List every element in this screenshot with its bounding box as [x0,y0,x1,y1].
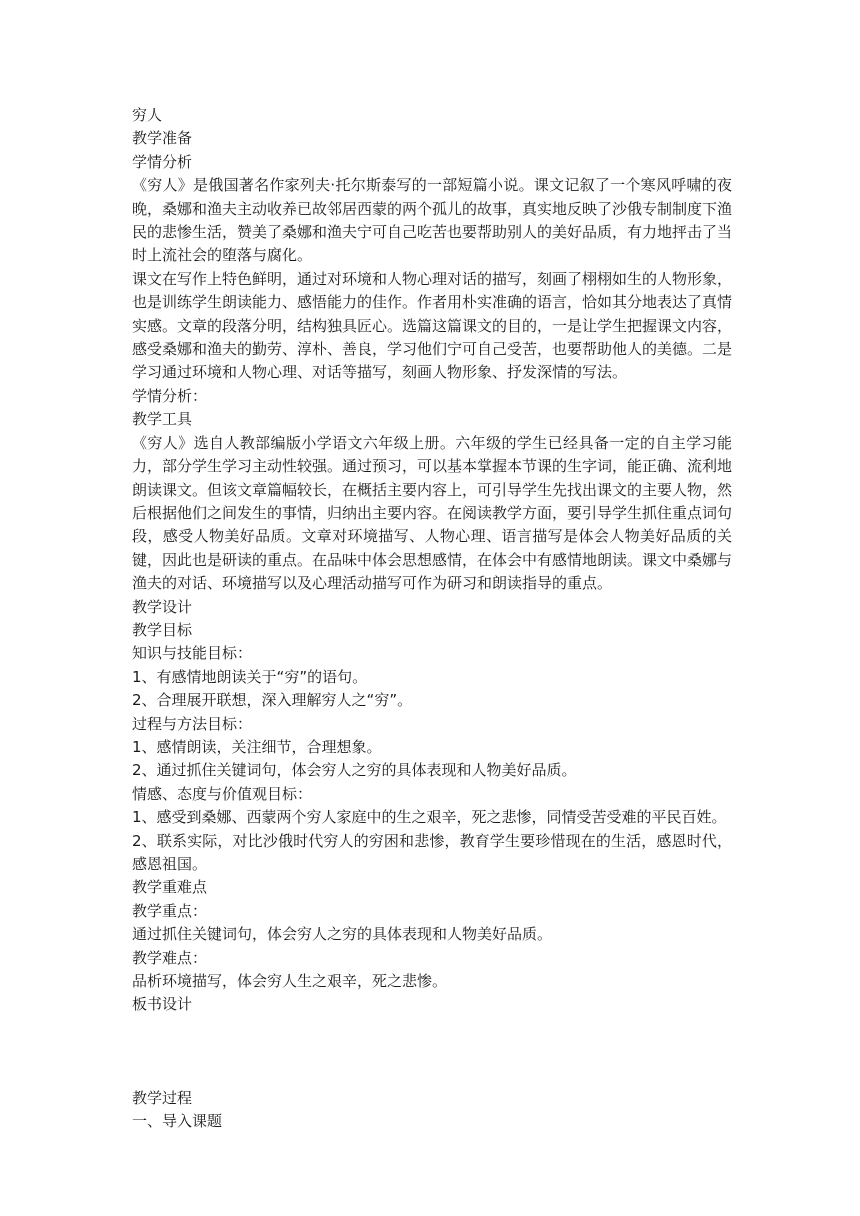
heading-process-goals: 过程与方法目标： [132,714,253,733]
heading-learning-analysis: 学情分析 [132,152,193,171]
paragraph-intro: 《穷人》是俄国著名作家列夫·托尔斯泰写的一部短篇小说。课文记叙了一个寒风呼啸的夜晚，桑娜和渔夫主动收养已故邻居西蒙的两个孤儿的故事，真实地反映了沙俄专制制度下渔民的悲惨生活，赞美了桑娜和渔夫宁可自己吃苦也要帮助别人的美好品质，有力地抨击了当时上流社会的堕落与腐化。 [132,176,733,265]
knowledge-goal-2: 2、合理展开联想，深入理解穷人之“穷”。 [132,691,413,710]
emotion-goal-1: 1、感受到桑娜、西蒙两个穷人家庭中的生之艰辛，死之悲惨，同情受苦受难的平民百姓。 [132,808,727,827]
heading-teaching-design: 教学设计 [132,597,193,616]
heading-key-point: 教学重点： [132,901,208,920]
heading-key-difficult: 教学重难点 [132,878,208,897]
heading-learning-analysis-2: 学情分析： [132,386,208,405]
heading-teaching-process: 教学过程 [132,1088,193,1107]
process-goal-1: 1、感情朗读，关注细节，合理想象。 [132,737,382,756]
heading-difficult-point: 教学难点： [132,948,208,967]
heading-teaching-goals: 教学目标 [132,620,193,639]
document-page [132,104,732,1134]
step-1-intro: 一、导入课题 [132,1112,223,1131]
key-point-text: 通过抓住关键词句，体会穷人之穷的具体表现和人物美好品质。 [132,925,553,944]
paragraph-writing-features: 课文在写作上特色鲜明，通过对环境和人物心理对话的描写，刻画了栩栩如生的人物形象，也是训练学生朗读能力、感悟能力的佳作。作者用朴实准确的语言，恰如其分地表达了真情实感。文章的段落分明，结构独具匠心。选篇这篇课文的目的，一是让学生把握课文内容，感受桑娜和渔夫的勤劳、淳朴、善良，学习他们宁可自己受苦，也要帮助他人的美德。二是学习通过环境和人物心理、对话等描写，刻画人物形象、抒发深情的写法。 [132,269,733,382]
heading-knowledge-goals: 知识与技能目标： [132,644,253,663]
process-goal-2: 2、通过抓住关键词句，体会穷人之穷的具体表现和人物美好品质。 [132,761,577,780]
paragraph-student-analysis: 《穷人》选自人教部编版小学语文六年级上册。六年级的学生已经具备一定的自主学习能力，部分学生学习主动性较强。通过预习，可以基本掌握本节课的生字词，能正确、流利地朗读课文。但该文章篇幅较长，在概括主要内容上，可引导学生先找出课文的主要人物，然后根据他们之间发生的事情，归纳出主要内容。在阅读教学方面，要引导学生抓住重点词句段，感受人物美好品质。文章对环境描写、人物心理、语言描写是体会人物美好品质的关键，因此也是研读的重点。在品味中体会思想感情，在体会中有感情地朗读。课文中桑娜与渔夫的对话、环境描写以及心理活动描写可作为研习和朗读指导的重点。 [132,433,733,593]
blank-space [132,1017,732,1087]
emotion-goal-2: 2、联系实际，对比沙俄时代穷人的穷困和悲惨，教育学生要珍惜现在的生活，感恩时代，感恩祖国。 [132,831,732,873]
difficult-point-text: 品析环境描写，体会穷人生之艰辛，死之悲惨。 [132,972,448,991]
heading-emotion-goals: 情感、态度与价值观目标： [132,784,313,803]
document-title: 穷人 [132,106,163,124]
heading-teaching-tools: 教学工具 [132,410,193,429]
heading-board-design: 板书设计 [132,995,193,1014]
knowledge-goal-1: 1、有感情地朗读关于“穷”的语句。 [132,667,368,686]
heading-teaching-prep: 教学准备 [132,129,193,148]
